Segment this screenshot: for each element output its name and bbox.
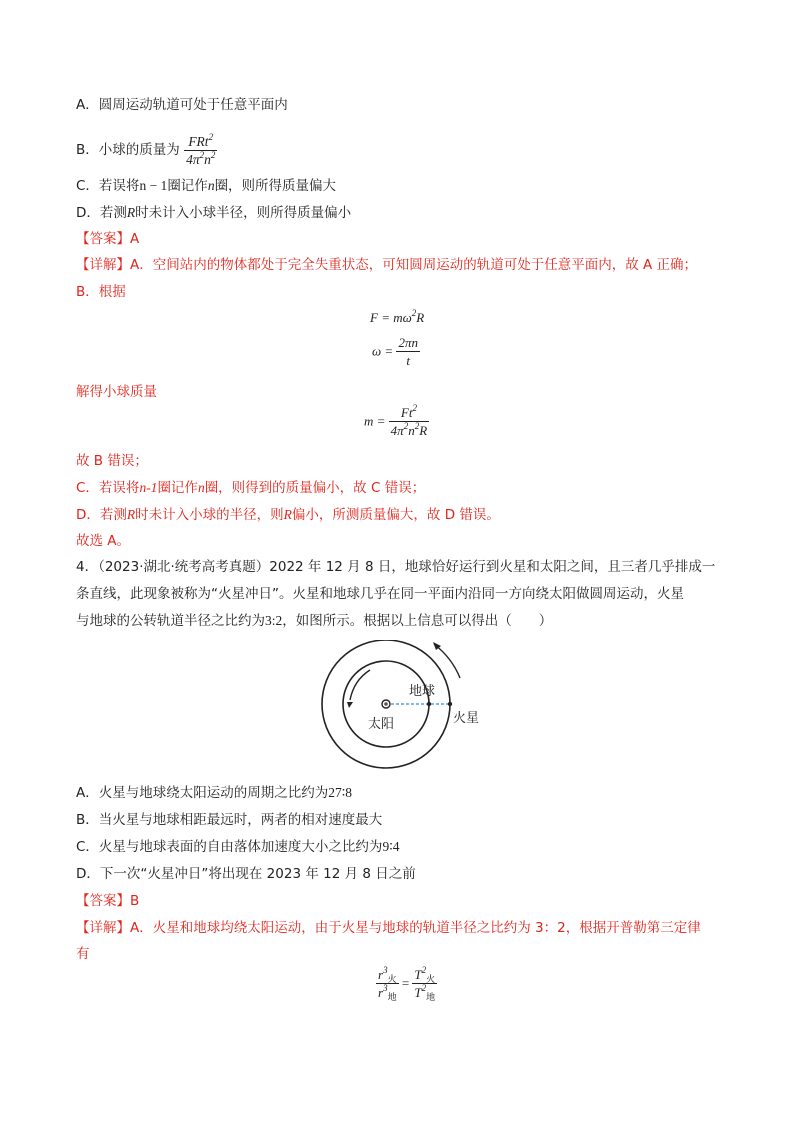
q4-explain-line2: 有 xyxy=(76,946,90,962)
q3-explain-line1: 【详解】A．空间站内的物体都处于完全失重状态，可知圆周运动的轨道可处于任意平面内，故 A 正确； xyxy=(76,257,698,273)
q4-option-b: B．当火星与地球相距最远时，两者的相对速度最大 xyxy=(76,812,383,828)
earth-direction-arrow xyxy=(350,670,370,700)
q4-option-d: D．下一次“火星冲日”将出现在 2023 年 12 月 8 日之前 xyxy=(76,866,416,882)
q3-explain-line2: B．根据 xyxy=(76,284,126,300)
q3-option-b-formula: $\frac{FRt^2}{4\pi^2n^2}$ xyxy=(186,131,216,167)
equation-centripetal-force: $F = m\omega^2R$ xyxy=(370,308,425,325)
q3-explain-line6: D．若测R时未计入小球的半径，则R偏小，所测质量偏大，故 D 错误。 xyxy=(76,507,500,523)
equation-ball-mass: m = $\frac{Ft^2}{4\pi^2n^2R}$ xyxy=(364,403,428,438)
earth-arrow-head-icon xyxy=(347,702,353,708)
q4-stem-line2: 条直线，此现象被称为“火星冲日”。火星和地球几乎在同一平面内沿同一方向绕太阳做圆周运动，火星 xyxy=(76,586,684,602)
q3-explain-line7: 故选 A。 xyxy=(76,533,131,549)
earth-dot xyxy=(427,702,431,706)
q3-option-a-text: A．圆周运动轨道可处于任意平面内 xyxy=(76,97,288,113)
equation-angular-velocity: ω = $\frac{2\pi n}{t}$ xyxy=(372,335,418,368)
mars-direction-arrow xyxy=(434,644,460,678)
q3-option-d: D．若测R时未计入小球半径，则所得质量偏小 xyxy=(76,205,352,221)
q4-option-c: C．火星与地球表面的自由落体加速度大小之比约为9∶4 xyxy=(76,839,400,855)
q3-explain-line3: 解得小球质量 xyxy=(76,384,157,400)
q4-stem-line3: 与地球的公转轨道半径之比约为3:2，如图所示。根据以上信息可以得出（ ） xyxy=(76,613,553,629)
q4-explain-line1: 【详解】A．火星和地球均绕太阳运动，由于火星与地球的轨道半径之比约为 3：2，根据开普勒第三定律 xyxy=(76,920,701,936)
orbit-diagram xyxy=(312,640,488,778)
sun-label: 太阳 xyxy=(368,717,395,732)
q4-option-a: A．火星与地球绕太阳运动的周期之比约为27∶8 xyxy=(76,785,353,801)
q3-explain-line4: 故 B 错误； xyxy=(76,453,148,469)
q3-option-c: C．若误将n − 1圈记作n圈，则所得质量偏大 xyxy=(76,178,337,194)
sun-core xyxy=(384,702,388,706)
q3-explain-line5: C．若误将n-1圈记作n圈，则得到的质量偏小，故 C 错误； xyxy=(76,480,426,496)
mars-dot xyxy=(448,702,452,706)
q4-stem-line1: 4．（2023·湖北·统考高考真题）2022 年 12 月 8 日，地球恰好运行到火星和太阳之间，且三者几乎排成一 xyxy=(76,559,716,575)
equation-kepler-third-law: $\frac{r^3_火}{r^3_地}$ = $\frac{T^2_火}{T^2_地}$ xyxy=(378,965,436,1002)
mars-label: 火星 xyxy=(453,711,480,726)
q3-option-c-math: n − 1 xyxy=(139,178,168,193)
earth-label: 地球 xyxy=(409,684,436,699)
q3-answer: 【答案】A xyxy=(76,231,140,247)
q3-option-a xyxy=(76,95,288,115)
q4-answer: 【答案】B xyxy=(76,893,140,909)
q3-option-b-text: B．小球的质量为 xyxy=(76,142,180,158)
q3-option-b xyxy=(76,130,217,170)
